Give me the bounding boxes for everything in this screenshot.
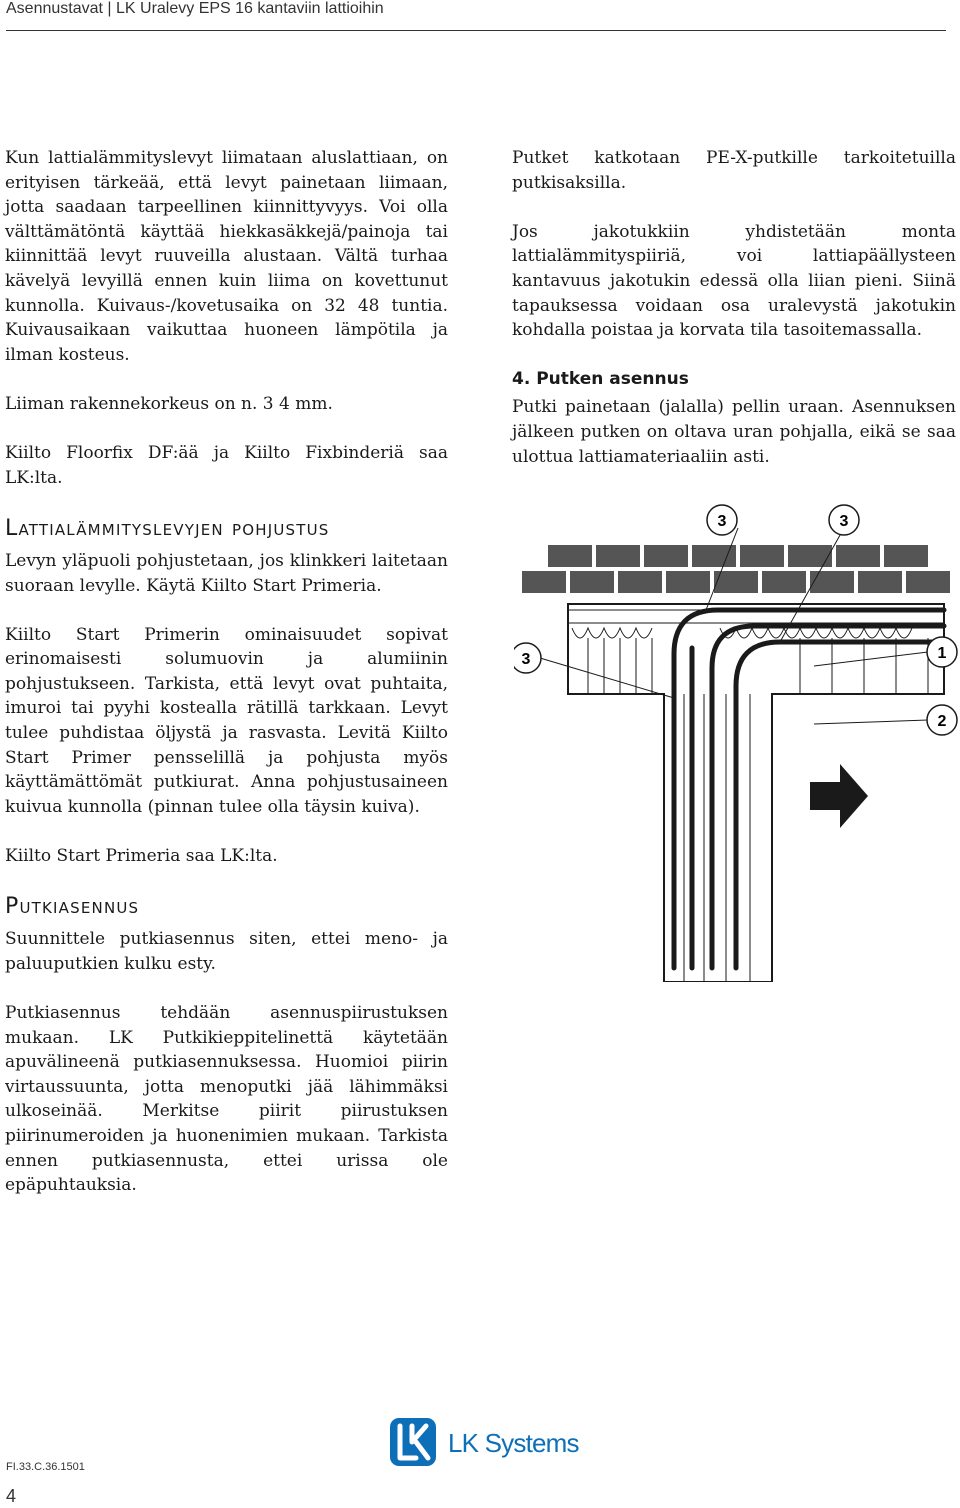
piping-heading: Putkiasennus bbox=[5, 894, 140, 920]
left-column bbox=[5, 146, 448, 1198]
priming-heading: Lattialämmityslevyjen pohjustus bbox=[5, 515, 330, 541]
running-header bbox=[6, 0, 946, 31]
header-title: Asennustavat | LK Uralevy EPS 16 kantaviin lattioihin bbox=[6, 0, 384, 17]
pipe-cutting-paragraph: Putket katkotaan PE-X-putkille tarkoitetuilla putkisaksilla. bbox=[512, 148, 956, 193]
insulation-board bbox=[568, 604, 944, 982]
callout-leader bbox=[706, 528, 738, 610]
piping-paragraph-2: Putkiasennus tehdään asennuspiirustuksen mukaan. LK Putkikieppitelinettä käytetään apuvälineenä putkiasennuksessa. Huomioi piirin virtaussuunta, jotta menoputki jää lähimmäksi ulkoseinää. Merkitse piirit piirustuksen piirinumeroiden ja huonenimien mukaan. Tarkista ennen putkiasennusta, ettei urissa ole epäpuhtauksia. bbox=[5, 1003, 448, 1196]
adhesive-availability-paragraph: Kiilto Floorfix DF:ää ja Kiilto Fixbinderiä saa LK:lta. bbox=[5, 443, 448, 488]
step-4-heading: 4. Putken asennus bbox=[512, 369, 689, 390]
callout-leader bbox=[814, 720, 928, 724]
callout-label-top-right: 3 bbox=[839, 513, 849, 530]
right-column bbox=[512, 146, 956, 469]
priming-paragraph-3: Kiilto Start Primeria saa LK:lta. bbox=[5, 846, 278, 867]
step-4-text: Putki painetaan (jalalla) pellin uraan. Asennuksen jälkeen putken on oltava uran pohjalla, eikä se saa ulottua lattiamateriaaliin asti. bbox=[512, 397, 956, 467]
piping-paragraph-1: Suunnittele putkiasennus siten, ettei meno- ja paluuputkien kulku esty. bbox=[5, 929, 448, 974]
priming-paragraph-2: Kiilto Start Primerin ominaisuudet sopivat erinomaisesti solumuovin ja alumiinin pohjustukseen. Tarkista, että levyt ovat puhtaita, imuroi tai pyyhi kostealla rätillä tarkkaan. Levyt tulee puhdistaa öljystä ja rasvasta. Levitä Kiilto Start Primer pensselillä ja pohjusta myös käyttämättömät putkiurat. Anna pohjustusaineen kuivua kunnolla (pinnan tulee olla täysin kuiva). bbox=[5, 624, 448, 817]
page-number: 4 bbox=[6, 1486, 17, 1506]
callout-label-left: 3 bbox=[521, 651, 531, 668]
flow-direction-arrow bbox=[810, 764, 868, 828]
document-code: FI.33.C.36.1501 bbox=[6, 1461, 85, 1473]
priming-paragraph-1: Levyn yläpuoli pohjustetaan, jos klinkkeri laitetaan suoraan levylle. Käytä Kiilto Start Primeria. bbox=[5, 550, 448, 596]
installation-diagram bbox=[514, 498, 958, 982]
logo-text: LK Systems bbox=[448, 1428, 579, 1458]
intro-paragraph: Kun lattialämmityslevyt liimataan aluslattiaan, on erityisen tärkeää, että levyt painetaan liimaan, jotta saadaan tarpeellinen kiinnittyvyys. Voi olla välttämätöntä käyttää hiekkasäkkejä/painoja tai kiinnittää levyt ruuveilla alustaan. Vältä turhaa kävelyä levyillä ennen kuin liima on kovettunut kunnolla. Kuivaus-/kovetusaika on 32 48 tuntia. Kuivausaikaan vaikuttaa huoneen lämpötila ja ilman kosteus. bbox=[5, 148, 448, 365]
adhesive-height-paragraph: Liiman rakennekorkeus on n. 3 4 mm. bbox=[5, 393, 333, 414]
manifold-paragraph: Jos jakotukkiin yhdistetään monta lattialämmityspiiriä, voi lattiapäällysteen kantavuus jakotukin edessä olla liian pieni. Siinä tapauksessa voidaan osa uralevystä jakotukin kohdalla poistaa ja korvata tila tasoitemassalla. bbox=[512, 221, 956, 341]
brick-wall bbox=[522, 545, 950, 593]
callout-label-right-lower: 2 bbox=[937, 713, 947, 730]
callout-label-top-left: 3 bbox=[717, 513, 727, 530]
callout-label-right-upper: 1 bbox=[937, 645, 947, 662]
